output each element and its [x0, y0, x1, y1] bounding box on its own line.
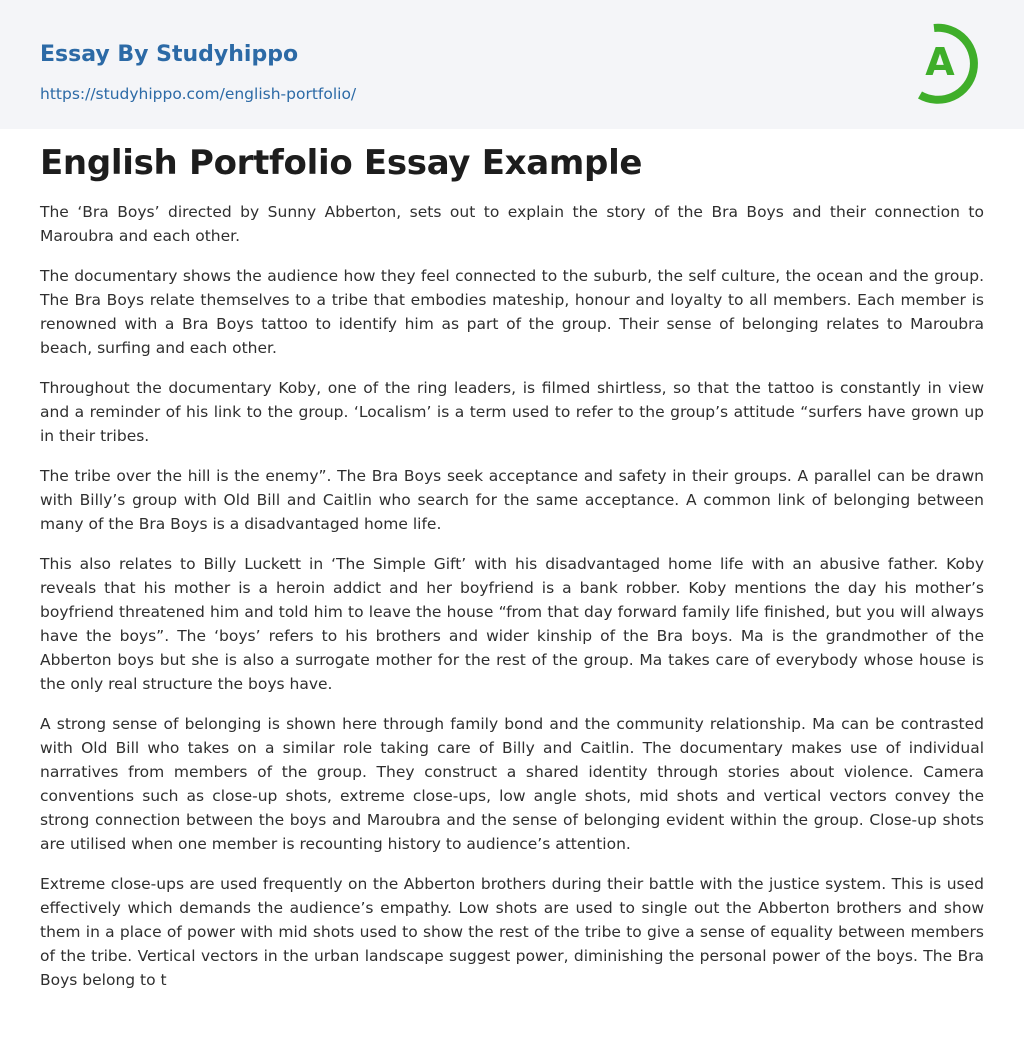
page-title: English Portfolio Essay Example	[40, 143, 643, 183]
article-paragraph: The ‘Bra Boys’ directed by Sunny Abberton, sets out to explain the story of the Bra Boys and their connection to Maroubra and each other.	[40, 203, 984, 245]
page-url-link[interactable]: https://studyhippo.com/english-portfolio/	[40, 85, 357, 103]
site-header	[0, 0, 1024, 129]
article-paragraph: This also relates to Billy Luckett in ‘The Simple Gift’ with his disadvantaged home life with an abusive father. Koby reveals that his mother is a heroin addict and her boyfriend is a bank robber. Koby mentions the day his mother’s boyfriend threatened him and told him to leave the house “from that day forward family life finished, but you will always have the boys”. The ‘boys’ refers to his brothers and wider kinship of the Bra boys. Ma is the grandmother of the Abberton boys but she is also a surrogate mother for the rest of the group. Ma takes care of everybody whose house is the only real structure the boys have.	[40, 555, 984, 693]
article-paragraph: Throughout the documentary Koby, one of the ring leaders, is filmed shirtless, so that the tattoo is constantly in view and a reminder of his link to the group. ‘Localism’ is a term used to refer to the group’s attitude “surfers have grown up in their tribes.	[40, 379, 984, 445]
article-paragraph: The tribe over the hill is the enemy”. The Bra Boys seek acceptance and safety in their groups. A parallel can be drawn with Billy’s group with Old Bill and Caitlin who search for the same acceptance. A common link of belonging between many of the Bra Boys is a disadvantaged home life.	[40, 467, 984, 533]
site-brand[interactable]: Essay By Studyhippo	[40, 42, 299, 67]
article-paragraph: Extreme close-ups are used frequently on the Abberton brothers during their battle with the justice system. This is used effectively which demands the audience’s empathy. Low shots are used to single out the Abberton brothers and show them in a place of power with mid shots used to show the rest of the tribe to give a sense of equality between members of the tribe. Vertical vectors in the urban landscape suggest power, diminishing the personal power of the boys. The Bra Boys belong to t	[40, 875, 984, 989]
logo-letter: A	[925, 40, 955, 84]
article-paragraph: The documentary shows the audience how they feel connected to the suburb, the self culture, the ocean and the group. The Bra Boys relate themselves to a tribe that embodies mateship, honour and loyalty to all members. Each member is renowned with a Bra Boys tattoo to identify him as part of the group. Their sense of belonging relates to Maroubra beach, surfing and each other.	[40, 267, 984, 357]
article-paragraph: A strong sense of belonging is shown here through family bond and the community relationship. Ma can be contrasted with Old Bill who takes on a similar role taking care of Billy and Caitlin. The documentary makes use of individual narratives from members of the group. They construct a shared identity through stories about violence. Camera conventions such as close-up shots, extreme close-ups, low angle shots, mid shots and vertical vectors convey the strong connection between the boys and Maroubra and the sense of belonging evident within the group. Close-up shots are utilised when one member is recounting history to audience’s attention.	[40, 715, 984, 853]
article-body	[40, 200, 984, 1008]
studyhippo-logo-icon[interactable]	[912, 19, 986, 105]
